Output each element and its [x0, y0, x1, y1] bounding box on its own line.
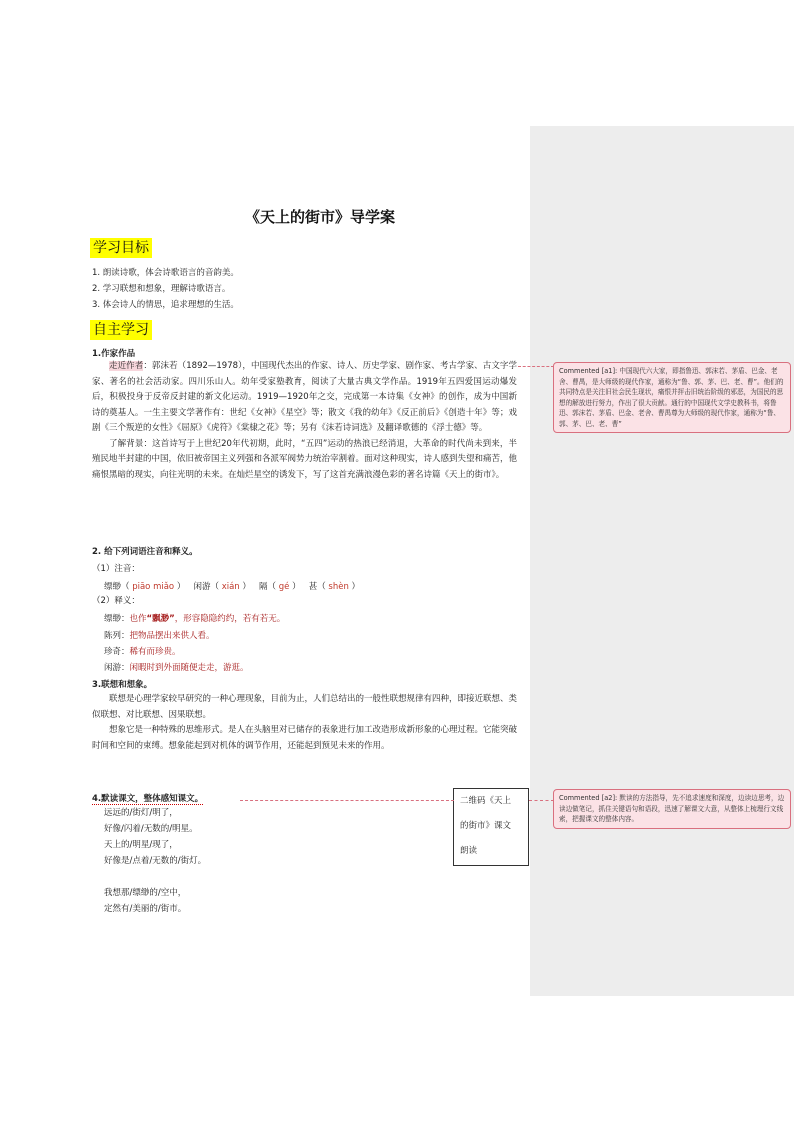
author-background: 了解背景：这首诗写于上世纪20年代初期，此时，“五四”运动的热浪已经消退，大革命的时代尚未到来，半殖民地半封建的中国，依旧被帝国主义列强和各派军阀势力统治宰割着。面对这种现实，诗人感到失望和痛苦，他痛恨黑暗的现实，向往光明的未来。在灿烂星空的诱发下，写了这首充满浪漫色彩的著名诗篇《天上的街市》。: [92, 438, 518, 480]
vocab-section-label: 2. 给下列词语注音和释义。: [92, 547, 198, 557]
pinyin-answer: piāo miǎo: [132, 582, 175, 592]
definition-row: 珍奇：稀有而珍贵。: [104, 647, 181, 657]
comment-connector: [240, 800, 454, 801]
comment-balloon[interactable]: [553, 362, 791, 433]
comment-header: Commented [a2]:: [559, 794, 618, 802]
comment-header: Commented [a1]:: [559, 367, 618, 375]
commented-text[interactable]: 4.默读课文，整体感知课文。: [92, 794, 204, 804]
pinyin-answer: xián: [221, 582, 240, 592]
poem-line: 天上的/明星/现了，: [104, 840, 178, 850]
reading-section-label: [92, 794, 203, 805]
pinyin-answer: gé: [278, 582, 290, 592]
poem-line: 我想那/缥缈的/空中，: [104, 888, 187, 898]
pinyin-label: （1）注音：: [92, 564, 140, 574]
poem-stanza: [104, 805, 206, 917]
poem-line: 远远的/街灯/明了，: [104, 808, 178, 818]
imagination-section-label: 3.联想和想象。: [92, 680, 153, 690]
comment-text: 默读的方法指导，先不追求速度和深度，边读边思考，边读边做笔记，抓住关键语句和语段，迅速了解课文大意，从整体上梳理行文线索，把握课文的整体内容。: [559, 794, 785, 823]
definition-row: 缥缈：也作“飘渺”，形容隐隐约约，若有若无。: [104, 614, 286, 624]
definition-row: 陈列：把物品摆出来供人看。: [104, 631, 215, 641]
author-section-label: 1.作家作品: [92, 349, 136, 359]
poem-line: 定然有/美丽的/街市。: [104, 904, 187, 914]
comment-text: 中国现代六大家，即指鲁迅、郭沫若、茅盾、巴金、老舍、曹禺，是大师级的现代作家，通称为“鲁、郭、茅、巴、老、曹”。他们的共同特点是关注旧社会民生现状，痛恨并抨击旧统治阶级的邪恶，为国民的思想的解放进行努力，作出了很大贡献。通行的中国现代文学史教科书，将鲁迅、郭沫若、茅盾、巴金、老舍、曹禺尊为大师级的现代作家，通称为“鲁、郭、茅、巴、老、曹”: [559, 367, 784, 428]
document-title: 《天上的街市》导学案: [244, 208, 395, 226]
definition-row: 闲游：闲暇时到外面随便走走，游逛。: [104, 663, 249, 673]
section-heading-goals: 学习目标: [90, 238, 152, 258]
comment-connector: [529, 800, 554, 801]
imagination-text: 联想是心理学家较早研究的一种心理现象，目前为止，人们总结出的一般性联想规律有四种，即接近联想、类似联想、对比联想、因果联想。 想象它是一种特殊的思维形式。是人在头脑里对已储存的表象进行加工改造形成新形象的心理过程。它能突破时间和空间的束缚。想象能起到对机体的调节作用，还能起到预见未来的作用。: [92, 694, 518, 751]
poem-line: 好像是/点着/无数的/街灯。: [104, 856, 207, 866]
author-intro: [92, 359, 517, 483]
commented-text[interactable]: 走近作者: [109, 361, 144, 371]
poem-line: 好像/闪着/无数的/明星。: [104, 824, 198, 834]
pinyin-answer: shèn: [328, 582, 349, 592]
pinyin-row: 缥缈（ piāo miǎo ） 闲游（ xián ） 隔（ gé ） 甚（ shèn ）: [104, 582, 361, 592]
section-heading-self-study: 自主学习: [90, 320, 152, 340]
meaning-label: （2）释义：: [92, 596, 140, 606]
goal-item: 3. 体会诗人的情思，追求理想的生活。: [92, 300, 239, 310]
comment-connector: [518, 366, 554, 367]
comment-balloon[interactable]: [553, 789, 791, 829]
goal-item: 2. 学习联想和想象，理解诗歌语言。: [92, 284, 231, 294]
author-intro-text: ：郭沫若（1892—1978），中国现代杰出的作家、诗人、历史学家、剧作家、考古学家、古文字学家、著名的社会活动家。四川乐山人。幼年受家塾教育，阅读了大量古典文学作品。1919年五四爱国运动爆发后，积极投身于反帝反封建的新文化运动。1919—1920年之交，完成第一本诗集《女神》的创作，成为中国新诗的奠基人。一生主要文学著作有：世纪《女神》《星空》等；散文《我的幼年》《反正前后》《创造十年》等；戏剧《三个叛逆的女性》《屈原》《虎符》《棠棣之花》等；另有《沫若诗词选》及翻译歌德的《浮士德》等。: [92, 361, 517, 433]
goal-item: 1. 朗读诗歌，体会诗歌语言的音韵美。: [92, 268, 239, 278]
qr-code-placeholder[interactable]: 二维码《天上 的街市》课文 朗读: [453, 788, 529, 866]
comment-margin-pane: [530, 126, 794, 996]
